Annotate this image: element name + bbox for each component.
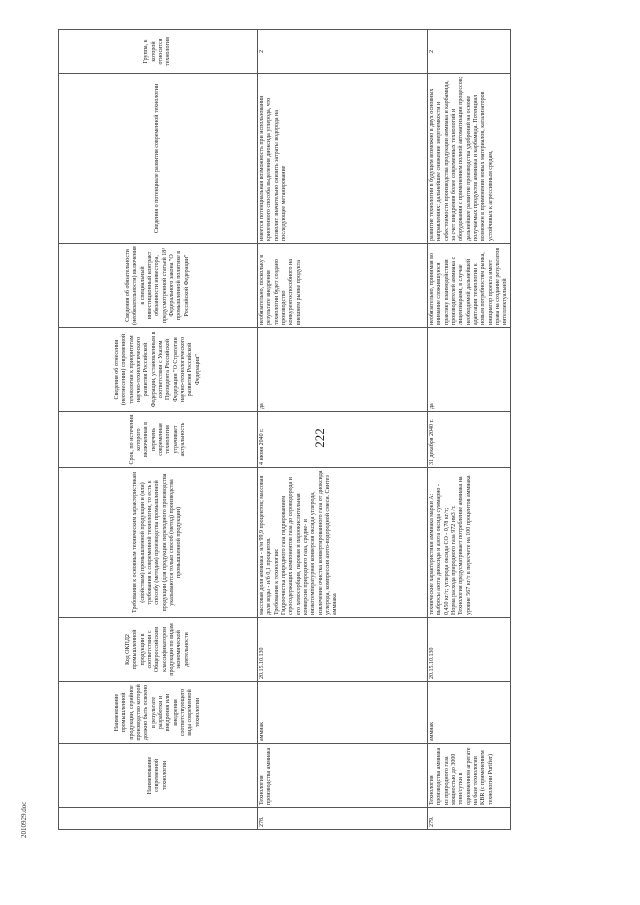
header-product-name: Наименование промышленной продукции, серийное производство которой должно быть освоено в результате разработки и внедрения или внедрения соответствующего вида современной технологии <box>59 682 258 744</box>
product-name-cell: аммиак <box>258 682 428 744</box>
header-deadline: Срок, по истечении которого включенная в перечень современная технология утрачивает актуальность <box>59 412 258 468</box>
table-row <box>258 30 428 830</box>
requirements-line: Требования к технологии: <box>273 548 280 615</box>
priority-cell: да <box>258 328 428 412</box>
requirements-line: технические характеристики аммиака марки А: <box>429 493 435 615</box>
requirements-line: Технология предусматривает потребление аммиака на уровне 567 кг/т в пересчете на 100 процентов аммиака <box>458 475 472 615</box>
requirements-cell <box>428 468 511 618</box>
page-number: 222 <box>312 428 327 448</box>
technology-table-sheet <box>58 30 614 830</box>
product-name-cell: аммиак <box>428 682 511 744</box>
okpd-code-cell: 20.15.10.130 <box>258 618 428 682</box>
row-number: 278. <box>258 808 428 830</box>
requirements-line: Норма расхода природного газа 972 нм3 /т. <box>450 505 457 615</box>
row-number: 279. <box>428 808 511 830</box>
footer-filename: 2010929.doc <box>20 801 28 838</box>
header-requirements: Требования к основным техническим характеристикам (свойствам) промышленной продукции и (или) требования к современной технологии, то есть к способу (методам) производства промышленной продукции (для продукции переходного производства указываются только способ (метод) производства промышленной продукции) <box>59 468 258 618</box>
requirements-line: массовая доля аммиака - н/м 99,9 процентов; массовая доля воды - н/б 0,1 процентов. <box>259 475 273 615</box>
header-group: Группа, к которой относится технология <box>59 30 258 74</box>
prospects-cell: имеется потенциальная возможность при использовании криогенного способа выделения диоксида углерода, что позволит значительно снизить затраты водорода на последующее метанирование <box>258 74 428 244</box>
group-cell: 2 <box>258 30 428 74</box>
prospects-cell: развитие технологии в будущем возможно в двух основных направлениях: дальнейшее снижение энергоемкости и себестоимости производства продукции аммиака и карбамида, за счет внедрения более современных технологий и оборудования с применением полной автоматизации процессов; дальнейшее развитие производства удобрений на основе получаемых продуктов аммиака и карбамида. Потенциал возможен в применении новых материалов, катализаторов устойчивых к агрессивным средам, <box>428 74 511 244</box>
requirements-line: выбросы азота диоксида и азота оксида суммарно - 0,450 кг/т; углерода оксида CO - 0,78 кг/т; <box>436 484 450 615</box>
table-row <box>428 30 511 830</box>
header-obligation: Сведения об обязательности (необязательности) включения в специальный инвестиционный контракт обязанности инвестора, предусмотренной статьей 18³ Федерального закона "О промышленной политике в Российской Федерации" <box>59 244 258 328</box>
technology-table <box>58 29 511 830</box>
header-cell-number <box>59 808 258 830</box>
header-okpd-code: Код ОКПД2 промышленной продукции в соответствии с Общероссийским классификатором продукции по видам экономической деятельности <box>59 618 258 682</box>
header-priority: Сведения об отнесении (неотнесении) современной технологии к приоритетам научно-технологического развития Российской Федерации, установленным в соответствии с Указом Президента Российской Федерации "О Стратегии научно-технологического развития Российской Федерации" <box>59 328 258 412</box>
obligation-cell: необязательно, принимая во внимание сложившуюся практику взаимодействия производителей аммиака с лицензиарами, в случае необходимой дальнейшей адаптации технологии к новым потребностям рынка, инициатор проекта имеет права на создание результатов интеллектуальной <box>428 244 511 328</box>
obligation-cell: необязательно, поскольку в результате внедрения технологии будет создано производство конкурентоспособного на внешнем рынке продукта <box>258 244 428 328</box>
tech-name-cell: Технология производства аммиака из природного газа мощностью до 3000 тонн/сутки в одноименном агрегате на базе технологии KBR (с применением технологии Purifier) <box>428 744 511 808</box>
tech-name-cell: Технология производства аммиака <box>258 744 428 808</box>
header-prospects: Сведения о потенциале развития современной технологии <box>59 74 258 244</box>
header-tech-name: Наименование современной технологии <box>59 744 258 808</box>
requirements-line: Гидроочистка природного газа гидрированием серосодержащих компонентов газа до сероводорода и его хемосорбция, паровая и пароокислительная конверсия природного газа, средне- и низкотемпературная конверсия оксида углерода, извлечение очистка конвертированного газа от диоксида углерода, компрессия азото-водородной смеси. Синтез аммиака <box>280 470 339 615</box>
deadline-cell: 4 июня 2040 г. <box>258 412 428 468</box>
okpd-code-cell: 20.15.10.130 <box>428 618 511 682</box>
group-cell: 2 <box>428 30 511 74</box>
priority-cell: да <box>428 328 511 412</box>
table-header-row <box>59 30 258 830</box>
deadline-cell: 31 декабря 2040 г. <box>428 412 511 468</box>
requirements-cell <box>258 468 428 618</box>
